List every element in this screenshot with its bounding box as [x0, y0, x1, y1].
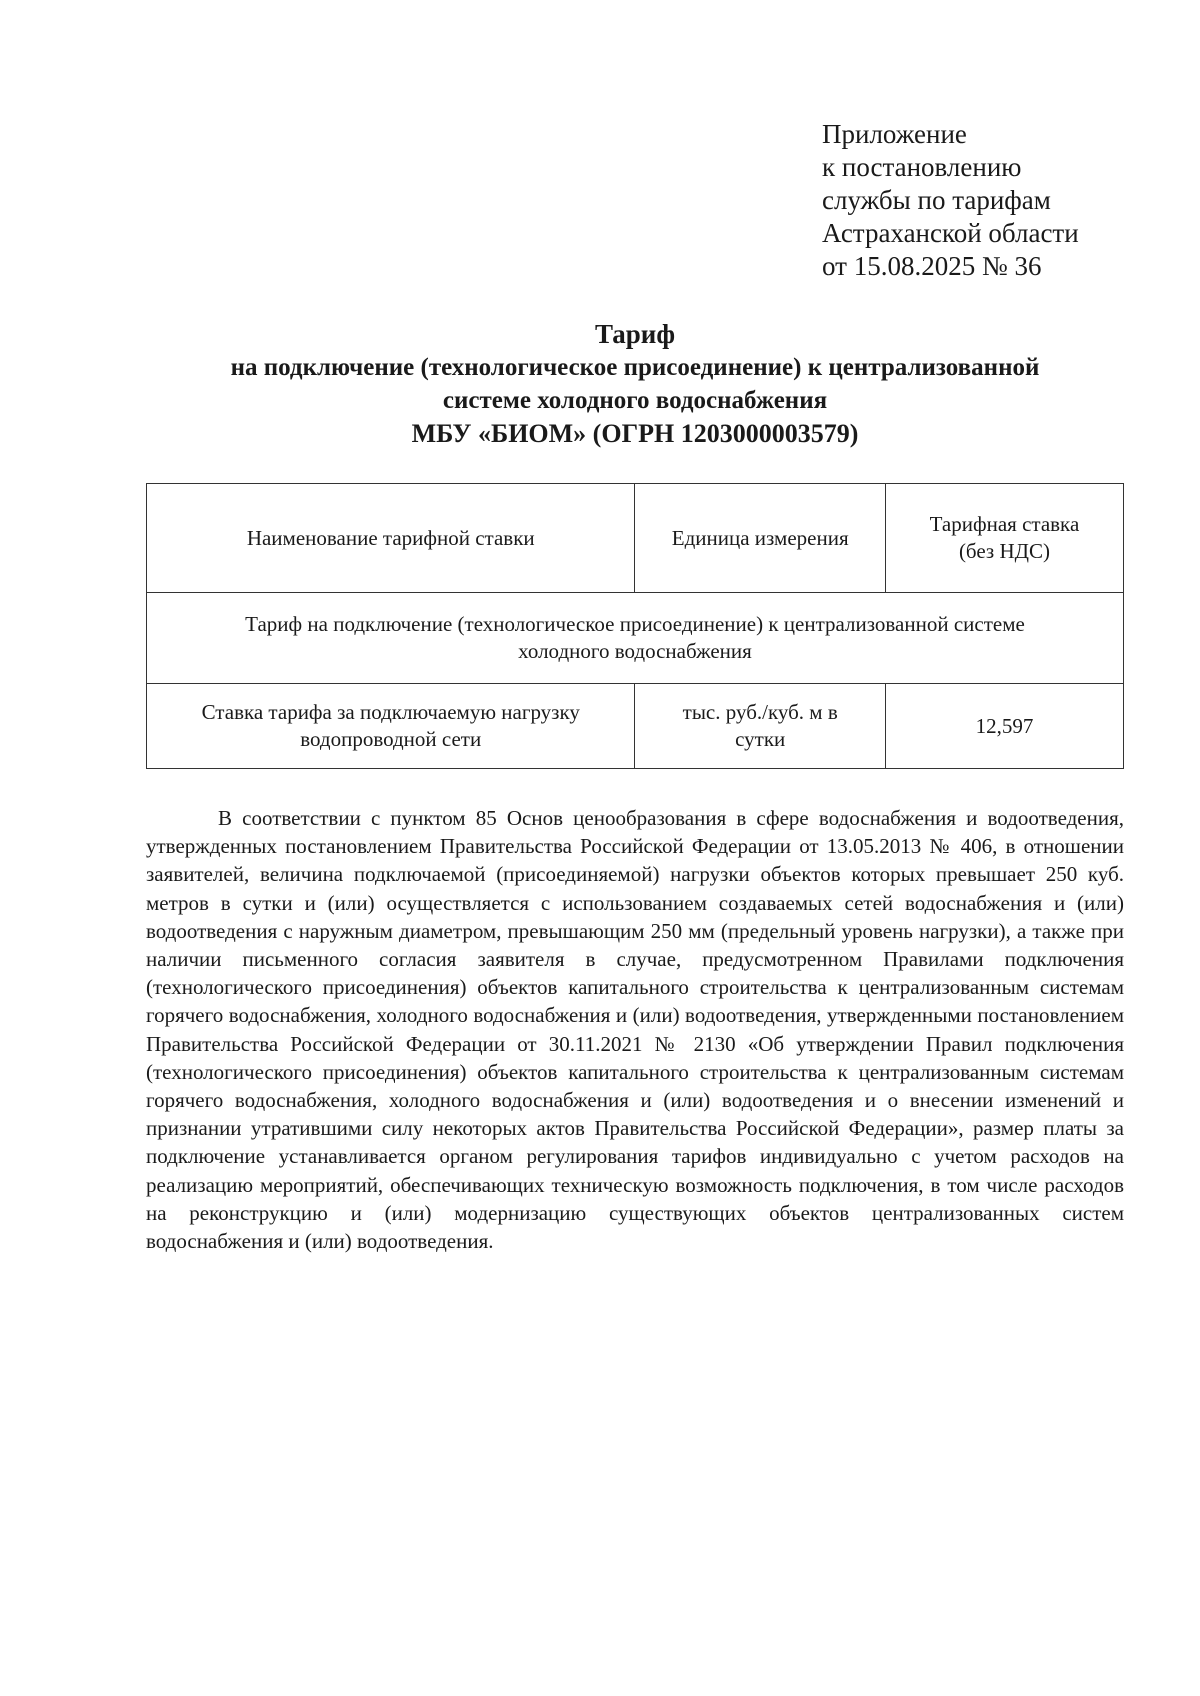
appendix-line: Астраханской области [822, 218, 1079, 248]
rate-value-cell [885, 684, 1123, 769]
header-name-text: Наименование тарифной ставки [246, 525, 535, 550]
header-cell-rate [885, 484, 1123, 593]
appendix-line: службы по тарифам [822, 185, 1051, 215]
tariff-table [146, 483, 1124, 769]
header-rate-text: (без НДС) [958, 539, 1050, 563]
title-line: системе холодного водоснабжения [442, 387, 828, 414]
appendix-line: Приложение [822, 119, 967, 149]
rate-value-text: 12,597 [975, 713, 1034, 738]
header-unit-text: Единица измерения [671, 525, 849, 550]
title-main: Тариф [594, 319, 676, 349]
rate-name-text: водопроводной сети [300, 727, 482, 751]
document-title [140, 318, 1130, 450]
title-line: на подключение (технологическое присоединение) к централизованной [230, 354, 1040, 381]
appendix-block [822, 118, 1162, 283]
table-section-row [147, 593, 1124, 684]
rate-unit-text: сутки [735, 727, 786, 751]
header-rate-text: Тарифная ставка [929, 512, 1080, 536]
rate-unit-cell [635, 684, 885, 769]
table-row [147, 684, 1124, 769]
header-cell-unit [635, 484, 885, 593]
section-text: Тариф на подключение (технологическое присоединение) к централизованной системе [245, 612, 1025, 636]
header-cell-name [147, 484, 635, 593]
appendix-date-line: от 15.08.2025 № 36 [822, 251, 1042, 281]
appendix-line: к постановлению [822, 152, 1022, 182]
rate-name-text: Ставка тарифа за подключаемую нагрузку [201, 700, 580, 724]
table-header-row [147, 484, 1124, 593]
body-paragraph: В соответствии с пунктом 85 Основ ценообразования в сфере водоснабжения и водоотведения, утвержденных постановлением Правительства Российской Федерации от 13.05.2013 № 406, в отношении заявителей, величина подключаемой (присоединяемой) нагрузки объектов которых превышает 250 куб. метров в сутки и (или) осуществляется с использованием создаваемых сетей водоснабжения и (или) водоотведения с наружным диаметром, превышающим 250 мм (предельный уровень нагрузки), а также при наличии письменного согласия заявителя в случае, предусмотренном Правилами подключения (технологического присоединения) объектов капитального строительства к централизованным системам горячего водоснабжения, холодного водоснабжения и (или) водоотведения, утвержденными постановлением Правительства Российской Федерации от 30.11.2021 № 2130 «Об утверждении Правил подключения (технологического присоединения) объектов капитального строительства к централизованным системам горячего водоснабжения, холодного водоснабжения и (или) водоотведения и о внесении изменений и признании утратившими силу некоторых актов Правительства Российской Федерации», размер платы за подключение устанавливается органом регулирования тарифов индивидуально с учетом расходов на реализацию мероприятий, обеспечивающих техническую возможность подключения, в том числе расходов на реконструкцию и (или) модернизацию существующих объектов централизованных систем водоснабжения и (или) водоотведения. [146, 806, 1124, 1254]
section-cell [147, 593, 1124, 684]
section-text: холодного водоснабжения [518, 639, 752, 663]
rate-unit-text: тыс. руб./куб. м в [682, 700, 838, 724]
rate-name-cell [147, 684, 635, 769]
title-organization: МБУ «БИОМ» (ОГРН 1203000003579) [411, 419, 859, 448]
